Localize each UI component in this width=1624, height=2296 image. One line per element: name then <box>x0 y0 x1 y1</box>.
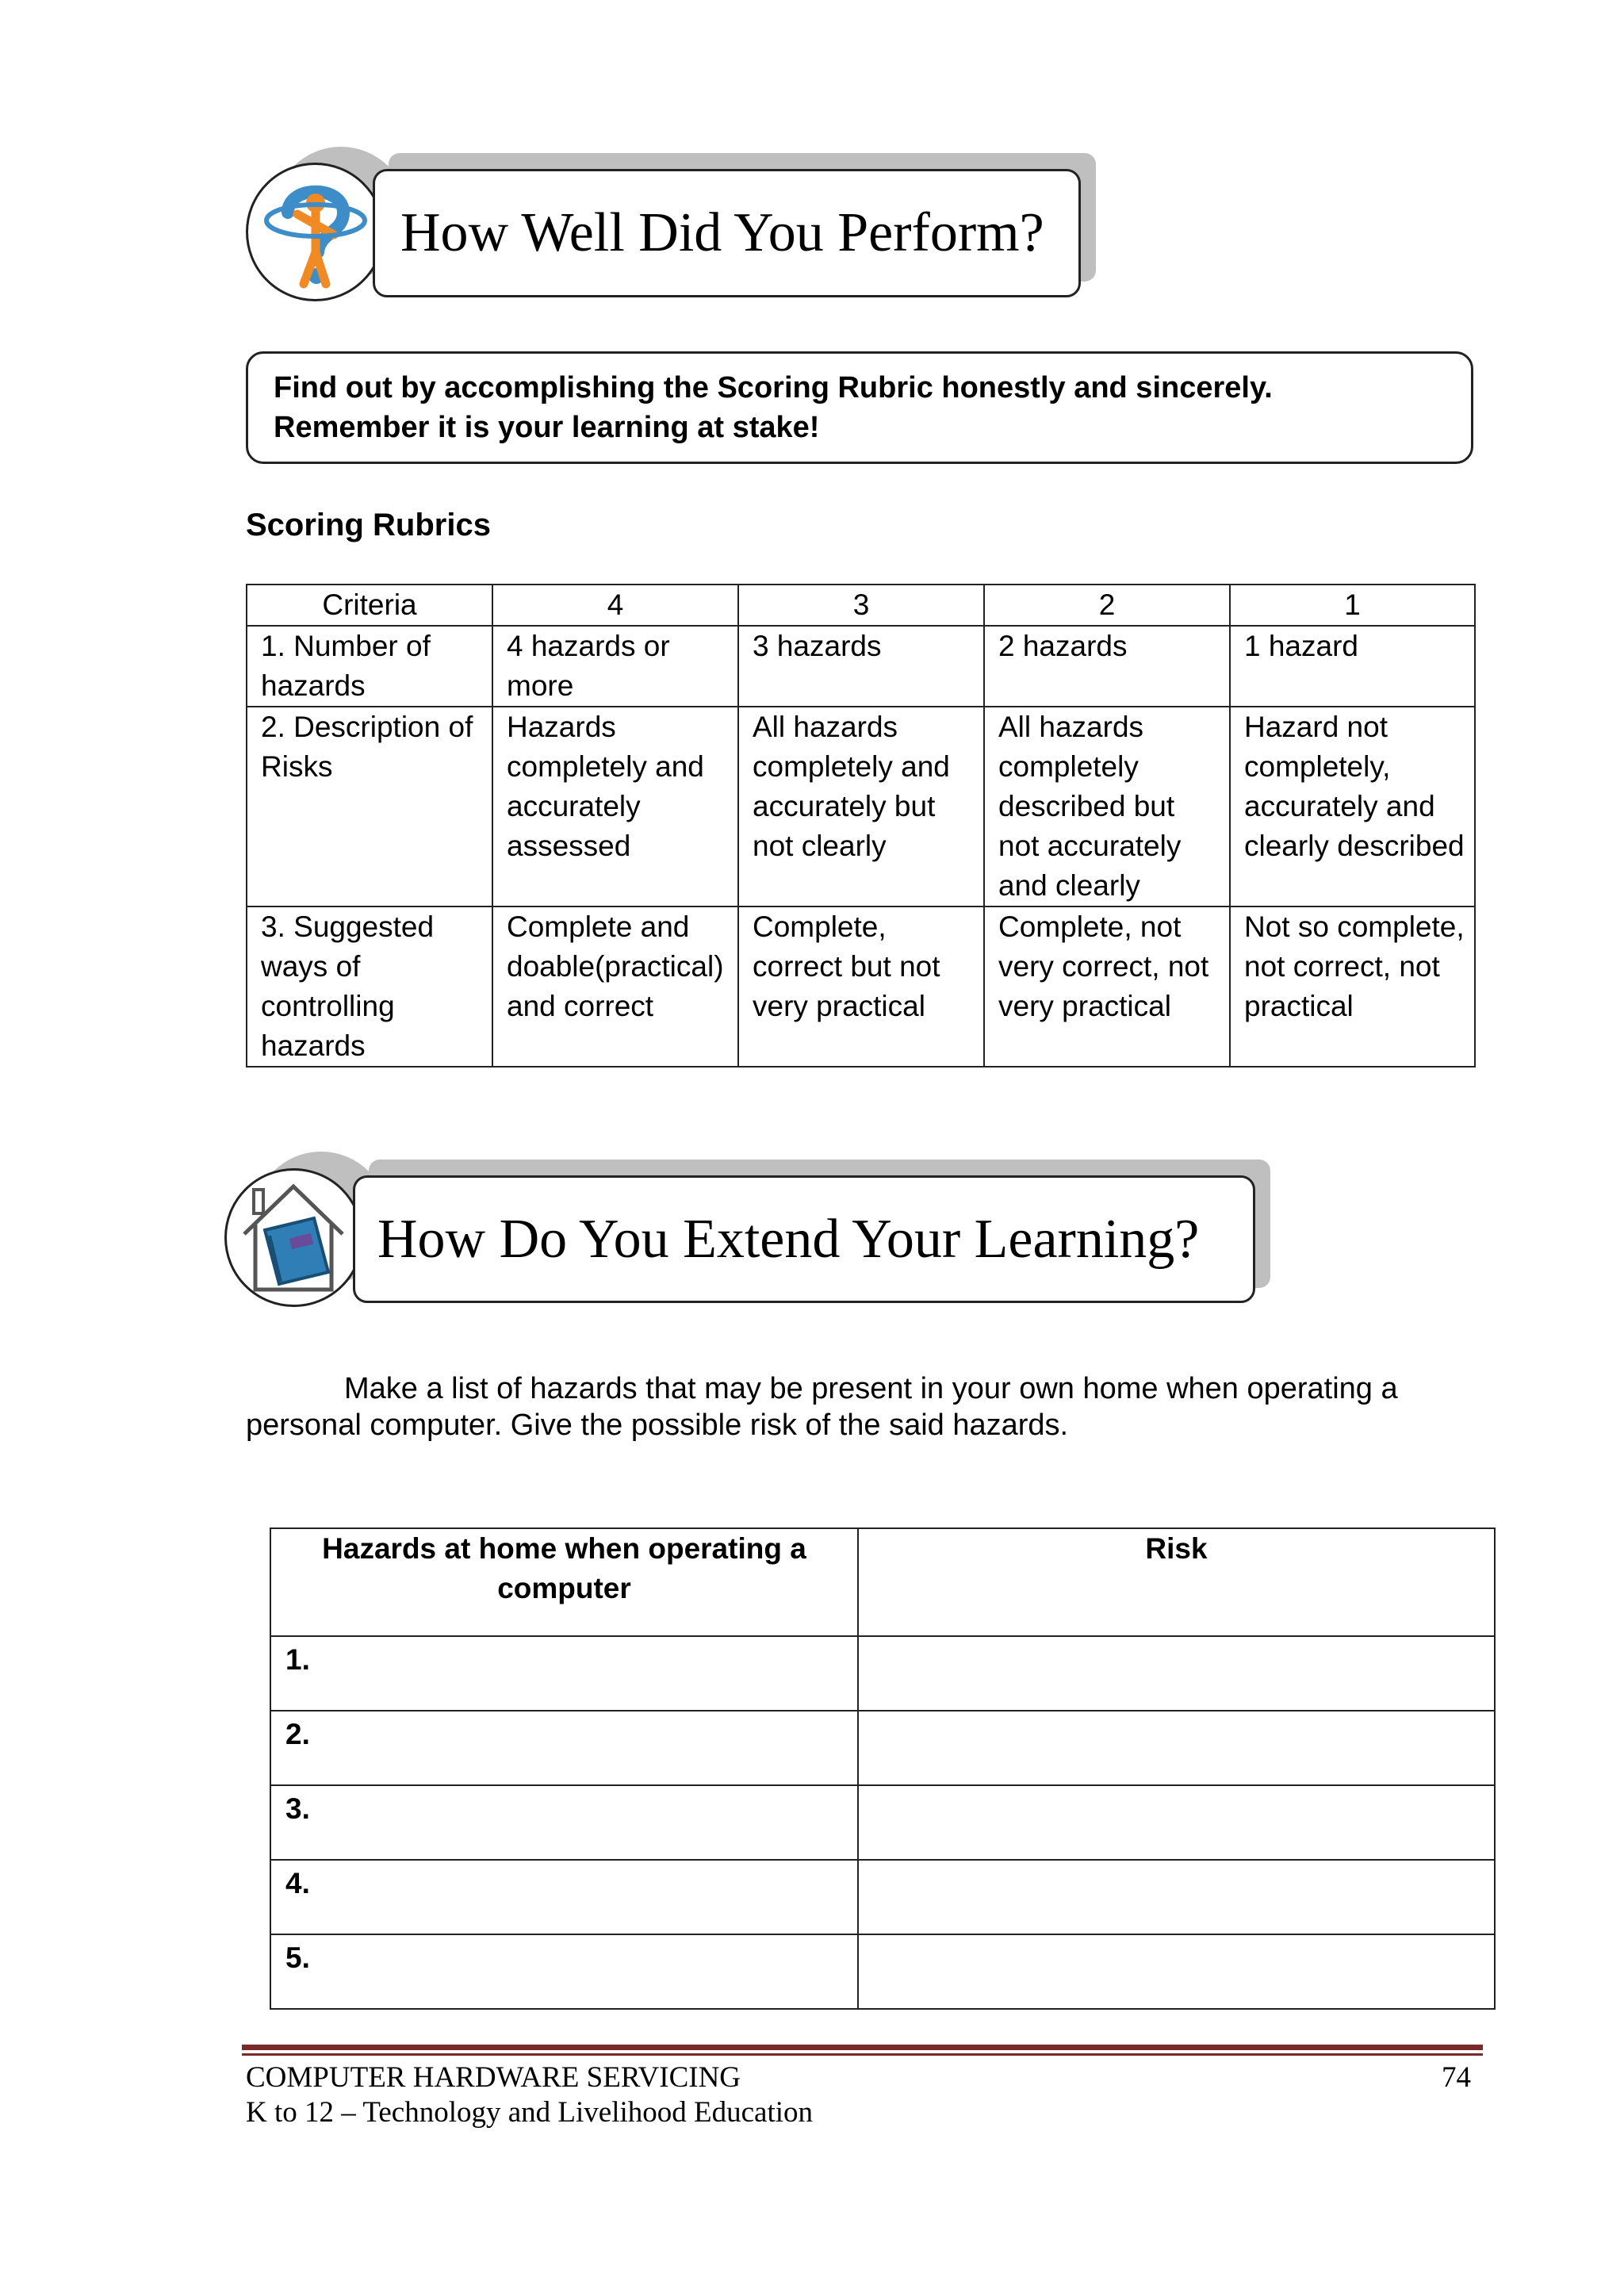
rubric-header-criteria: Criteria <box>247 585 492 626</box>
rubric-table <box>246 584 1476 1068</box>
activity-text-content: Make a list of hazards that may be present in your own home when operating a personal computer. Give the possible risk of the said hazards. <box>246 1372 1398 1442</box>
hazards-header-risk: Risk <box>858 1528 1495 1636</box>
hazard-cell: 2. <box>270 1711 858 1785</box>
rubric-cell: 2. Description of Risks <box>247 707 492 907</box>
rubric-header-4: 4 <box>492 585 738 626</box>
risk-cell[interactable] <box>858 1860 1495 1934</box>
section1-title-box <box>373 169 1081 297</box>
footer-rule <box>242 2045 1483 2050</box>
hazards-table <box>270 1527 1496 2010</box>
instruction-box <box>246 351 1473 464</box>
footer-course: COMPUTER HARDWARE SERVICING <box>246 2061 741 2094</box>
footer-rule <box>242 2053 1483 2056</box>
section2-title: How Do You Extend Your Learning? <box>377 1208 1200 1270</box>
rubric-cell: All hazards completely and accurately but not clearly <box>738 707 984 907</box>
hazards-header-hazards: Hazards at home when operating a computer <box>270 1528 858 1636</box>
rubric-header-1: 1 <box>1230 585 1475 626</box>
house-book-icon <box>224 1168 363 1307</box>
rubric-cell: 2 hazards <box>984 626 1230 707</box>
rubric-cell: 4 hazards or more <box>492 626 738 707</box>
table-row <box>270 1860 1495 1934</box>
instruction-line-2: Remember it is your learning at stake! <box>274 411 820 444</box>
section1-title: How Well Did You Perform? <box>400 202 1044 263</box>
question-mark-figure-icon <box>246 163 385 301</box>
rubric-cell: Hazards completely and accurately assessed <box>492 707 738 907</box>
instruction-line-1: Find out by accomplishing the Scoring Rubric honestly and sincerely. <box>274 371 1273 404</box>
page-number: 74 <box>1442 2061 1471 2094</box>
rubric-header-2: 2 <box>984 585 1230 626</box>
hazard-cell: 4. <box>270 1860 858 1934</box>
rubric-cell: 1 hazard <box>1230 626 1475 707</box>
hazard-cell: 1. <box>270 1636 858 1711</box>
footer-program: K to 12 – Technology and Livelihood Education <box>246 2096 814 2129</box>
rubric-cell: Complete, correct but not very practical <box>738 907 984 1067</box>
rubric-heading: Scoring Rubrics <box>246 508 491 542</box>
risk-cell[interactable] <box>858 1636 1495 1711</box>
rubric-cell: 3. Suggested ways of controlling hazards <box>247 907 492 1067</box>
rubric-header-3: 3 <box>738 585 984 626</box>
hazard-cell: 5. <box>270 1934 858 2009</box>
table-row <box>270 1785 1495 1860</box>
table-row <box>270 1711 1495 1785</box>
table-row <box>270 1934 1495 2009</box>
rubric-cell: Not so complete, not correct, not practical <box>1230 907 1475 1067</box>
risk-cell[interactable] <box>858 1785 1495 1860</box>
rubric-cell: 1. Number of hazards <box>247 626 492 707</box>
table-row <box>247 707 1475 907</box>
risk-cell[interactable] <box>858 1934 1495 2009</box>
hazards-header-row <box>270 1528 1495 1636</box>
hazard-cell: 3. <box>270 1785 858 1860</box>
rubric-cell: 3 hazards <box>738 626 984 707</box>
rubric-cell: All hazards completely described but not accurately and clearly <box>984 707 1230 907</box>
rubric-cell: Hazard not completely, accurately and clearly described <box>1230 707 1475 907</box>
risk-cell[interactable] <box>858 1711 1495 1785</box>
rubric-cell: Complete, not very correct, not very practical <box>984 907 1230 1067</box>
table-row <box>270 1636 1495 1711</box>
table-row <box>247 907 1475 1067</box>
rubric-cell: Complete and doable(practical) and correct <box>492 907 738 1067</box>
activity-text <box>246 1370 1483 1443</box>
rubric-header-row <box>247 585 1475 626</box>
table-row <box>247 626 1475 707</box>
section2-title-box <box>353 1175 1255 1303</box>
